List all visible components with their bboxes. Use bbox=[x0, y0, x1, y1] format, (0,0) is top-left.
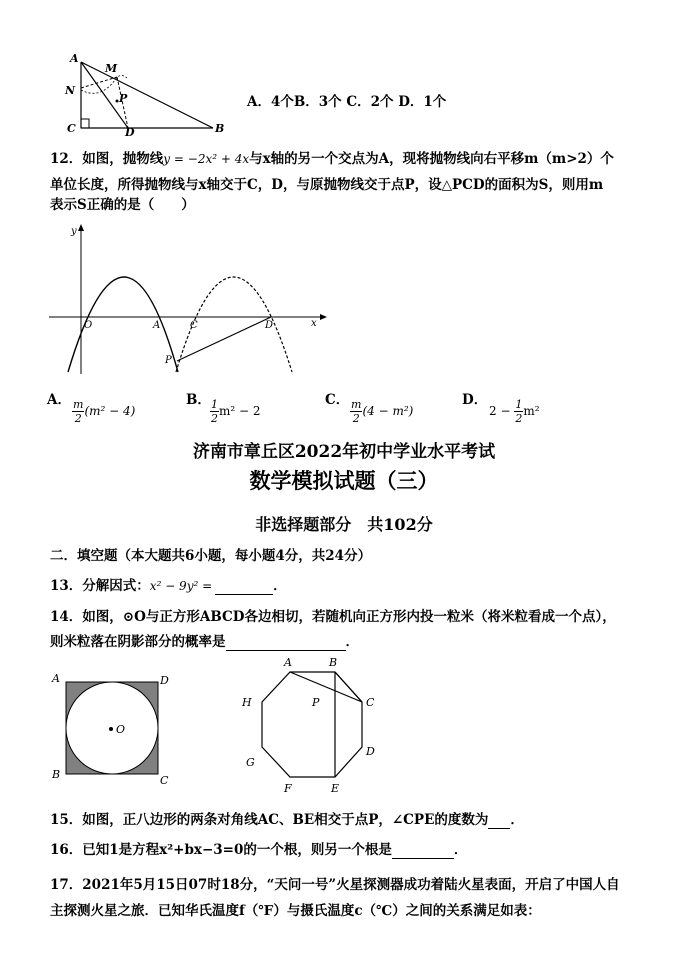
q14-answer-blank[interactable] bbox=[226, 634, 346, 651]
q12-label-x: x bbox=[311, 318, 317, 329]
q12-option-a-formula: $\frac{m}{2}$ (m² − 4) bbox=[73, 398, 136, 425]
octagon-label-B: B bbox=[329, 656, 338, 669]
q12-line1: 12．如图，抛物线y = −2x² + 4x与x轴的另一个交点为A，现将抛物线向右平移m（m>2）个 bbox=[50, 151, 614, 167]
octagon-label-F: F bbox=[284, 782, 292, 795]
q12-option-d[interactable]: D． bbox=[462, 392, 488, 408]
q11-choices: A．4个B．3个 C．2个 D．1个 bbox=[247, 94, 447, 110]
q12-label-A: A bbox=[153, 320, 161, 331]
q14-label-O: O bbox=[116, 723, 126, 736]
q14-label-C: C bbox=[160, 774, 169, 787]
q14-label-D: D bbox=[160, 674, 169, 687]
q11-label-P: P bbox=[119, 92, 128, 105]
octagon-label-P: P bbox=[312, 696, 320, 709]
q14-square-circle-figure bbox=[48, 670, 178, 790]
q17-line1: 17．2021年5月15日07时18分，“天问一号”火星探测器成功着陆火星表面，开启了中国人自 bbox=[50, 877, 620, 893]
octagon-label-E: E bbox=[331, 782, 340, 795]
q14-label-A: A bbox=[52, 672, 60, 685]
q12-label-O: O bbox=[84, 320, 93, 331]
octagon-label-G: G bbox=[246, 756, 255, 769]
q13-line: 13．分解因式：x² − 9y² = ． bbox=[50, 578, 287, 594]
q16-line: 16．已知1是方程x²+bx−3=0的一个根，则另一个根是 ． bbox=[50, 842, 468, 858]
q12-label-P: P bbox=[165, 355, 172, 366]
q11-label-B: B bbox=[215, 122, 225, 135]
q15-octagon-figure bbox=[238, 652, 393, 802]
section-heading: 非选择题部分 共102分 bbox=[255, 515, 433, 534]
section2-heading: 二．填空题（本大题共6小题，每小题4分，共24分） bbox=[50, 548, 372, 564]
q11-label-C: C bbox=[67, 122, 76, 135]
octagon-label-C: C bbox=[366, 696, 375, 709]
q12-option-c[interactable]: C． bbox=[325, 392, 350, 408]
q11-label-M: M bbox=[105, 62, 118, 75]
q12-option-b[interactable]: B． bbox=[186, 392, 211, 408]
q12-option-c-formula: $\frac{m}{2}$ (4 − m²) bbox=[351, 398, 414, 425]
q11-triangle-figure bbox=[55, 50, 235, 140]
q12-option-b-formula: $\frac{1}{2}$ m² − 2 bbox=[211, 398, 261, 425]
q15-answer-blank[interactable] bbox=[488, 812, 510, 829]
q11-label-D: D bbox=[125, 126, 135, 139]
q17-line2: 主探测火星之旅．已知华氏温度f（℉）与摄氏温度c（℃）之间的关系满足如表： bbox=[50, 903, 541, 919]
q12-line3: 表示S正确的是（ ） bbox=[50, 197, 195, 213]
q12-line2: 单位长度，所得抛物线与x轴交于C，D，与原抛物线交于点P，设△PCD的面积为S，则用m bbox=[50, 177, 604, 193]
q15-line: 15．如图，正八边形的两条对角线AC、BE相交于点P，∠CPE的度数为 ． bbox=[50, 812, 524, 828]
octagon-label-D: D bbox=[366, 745, 375, 758]
q14-line2: 则米粒落在阴影部分的概率是 ． bbox=[50, 634, 359, 650]
q12-label-D: D bbox=[265, 320, 274, 331]
q12-option-a[interactable]: A． bbox=[47, 392, 71, 408]
q12-option-d-formula: 2 − $\frac{1}{2}$ m² bbox=[489, 398, 540, 425]
q12-parabola-graph bbox=[45, 222, 330, 377]
q13-formula: x² − 9y² = bbox=[149, 579, 213, 593]
q13-answer-blank[interactable] bbox=[215, 578, 273, 595]
octagon-label-H: H bbox=[242, 696, 252, 709]
q16-answer-blank[interactable] bbox=[392, 842, 454, 859]
q14-label-B: B bbox=[52, 768, 61, 781]
q14-line1: 14．如图，⊙O与正方形ABCD各边相切，若随机向正方形内投一粒米（将米粒看成一个点）， bbox=[50, 609, 616, 625]
q12-label-C: C bbox=[190, 320, 198, 331]
q12-formula: y = −2x² + 4x bbox=[163, 152, 250, 166]
exam-main-title: 数学模拟试题（三） bbox=[249, 468, 439, 493]
octagon-label-A: A bbox=[284, 656, 292, 669]
q11-label-N: N bbox=[65, 84, 76, 97]
q11-label-A: A bbox=[70, 52, 79, 65]
exam-region-title: 济南市章丘区2022年初中学业水平考试 bbox=[192, 442, 496, 462]
q12-label-y: y bbox=[71, 226, 77, 237]
